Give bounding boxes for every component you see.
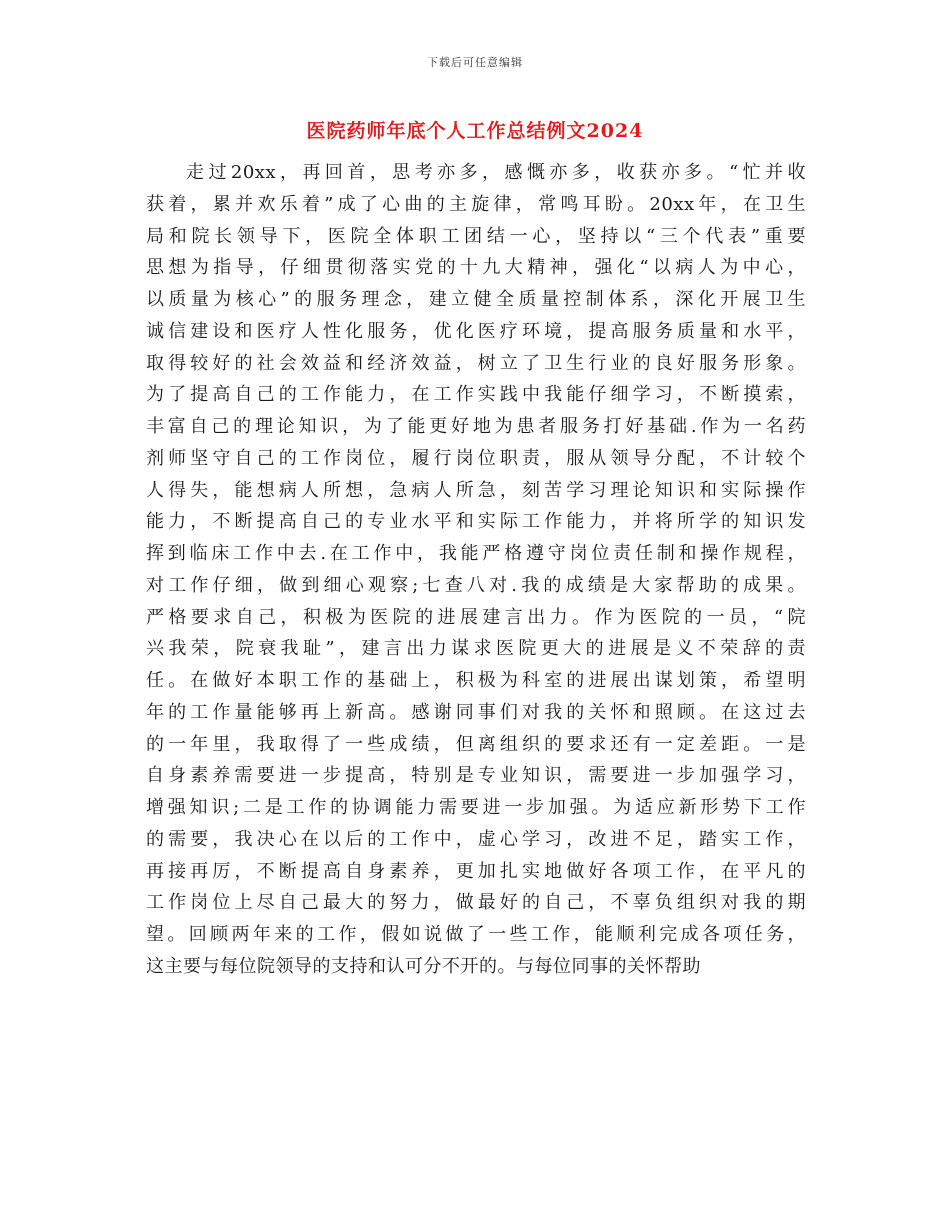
- paragraph-line: 剂师坚守自己的工作岗位，履行岗位职责，服从领导分配，不计较个: [146, 447, 806, 469]
- paragraph-line: 诚信建设和医疗人性化服务，优化医疗环境，提高服务质量和水平，: [146, 320, 806, 342]
- header-note: 下载后可任意编辑: [427, 56, 523, 69]
- paragraph-line: 年的工作量能够再上新高。感谢同事们对我的关怀和照顾。在这过去: [146, 701, 806, 723]
- paragraph-line: 获着，累并欢乐着”成了心曲的主旋律，常鸣耳盼。20xx年，在卫生: [146, 193, 806, 215]
- paragraph-line: 任。在做好本职工作的基础上，积极为科室的进展出谋划策，希望明: [146, 670, 806, 691]
- paragraph-line: 局和院长领导下，医院全体职工团结一心，坚持以“三个代表”重要: [146, 225, 806, 247]
- paragraph-line: 以质量为核心”的服务理念，建立健全质量控制体系，深化开展卫生: [146, 289, 806, 310]
- paragraph-line: 丰富自己的理论知识，为了能更好地为患者服务打好基础.作为一名药: [146, 416, 806, 437]
- paragraph-line: 人得失，能想病人所想，急病人所急，刻苦学习理论知识和实际操作: [146, 479, 806, 501]
- paragraph-line: 的一年里，我取得了一些成绩，但离组织的要求还有一定差距。一是: [146, 733, 806, 755]
- paragraph-line: 思想为指导，仔细贯彻落实党的十九大精神，强化“以病人为中心，: [146, 257, 806, 279]
- paragraph-line: 的需要，我决心在以后的工作中，虚心学习，改进不足，踏实工作，: [146, 828, 806, 850]
- paragraph-line: 自身素养需要进一步提高，特别是专业知识，需要进一步加强学习，: [146, 765, 806, 787]
- paragraph-line: 这主要与每位院领导的支持和认可分不开的。与每位同事的关怀帮助: [146, 955, 701, 977]
- paragraph-line: 工作岗位上尽自己最大的努力，做最好的自己，不辜负组织对我的期: [146, 892, 806, 914]
- paragraph-line: 兴我荣，院衰我耻”，建言出力谋求医院更大的进展是义不荣辞的责: [146, 638, 806, 660]
- paragraph-line: 严格要求自己，积极为医院的进展建言出力。作为医院的一员，“院: [146, 606, 806, 628]
- paragraph-line: 取得较好的社会效益和经济效益，树立了卫生行业的良好服务形象。: [146, 352, 806, 374]
- paragraph-line: 对工作仔细，做到细心观察;七查八对.我的成绩是大家帮助的成果。: [146, 574, 806, 596]
- paragraph-line: 挥到临床工作中去.在工作中，我能严格遵守岗位责任制和操作规程，: [146, 543, 806, 564]
- paragraph-line: 为了提高自己的工作能力，在工作实践中我能仔细学习，不断摸索，: [146, 384, 806, 406]
- document-title: 医院药师年底个人工作总结例文2024: [306, 120, 644, 142]
- paragraph-line: 再接再厉，不断提高自身素养，更加扎实地做好各项工作，在平凡的: [146, 860, 806, 882]
- paragraph-line: 望。回顾两年来的工作，假如说做了一些工作，能顺利完成各项任务，: [146, 924, 806, 945]
- paragraph-line: 走过20xx，再回首，思考亦多，感慨亦多，收获亦多。“忙并收: [186, 162, 806, 183]
- paragraph-line: 能力，不断提高自己的专业水平和实际工作能力，并将所学的知识发: [146, 511, 806, 533]
- paragraph-line: 增强知识;二是工作的协调能力需要进一步加强。为适应新形势下工作: [146, 797, 806, 818]
- document-body: [146, 157, 806, 983]
